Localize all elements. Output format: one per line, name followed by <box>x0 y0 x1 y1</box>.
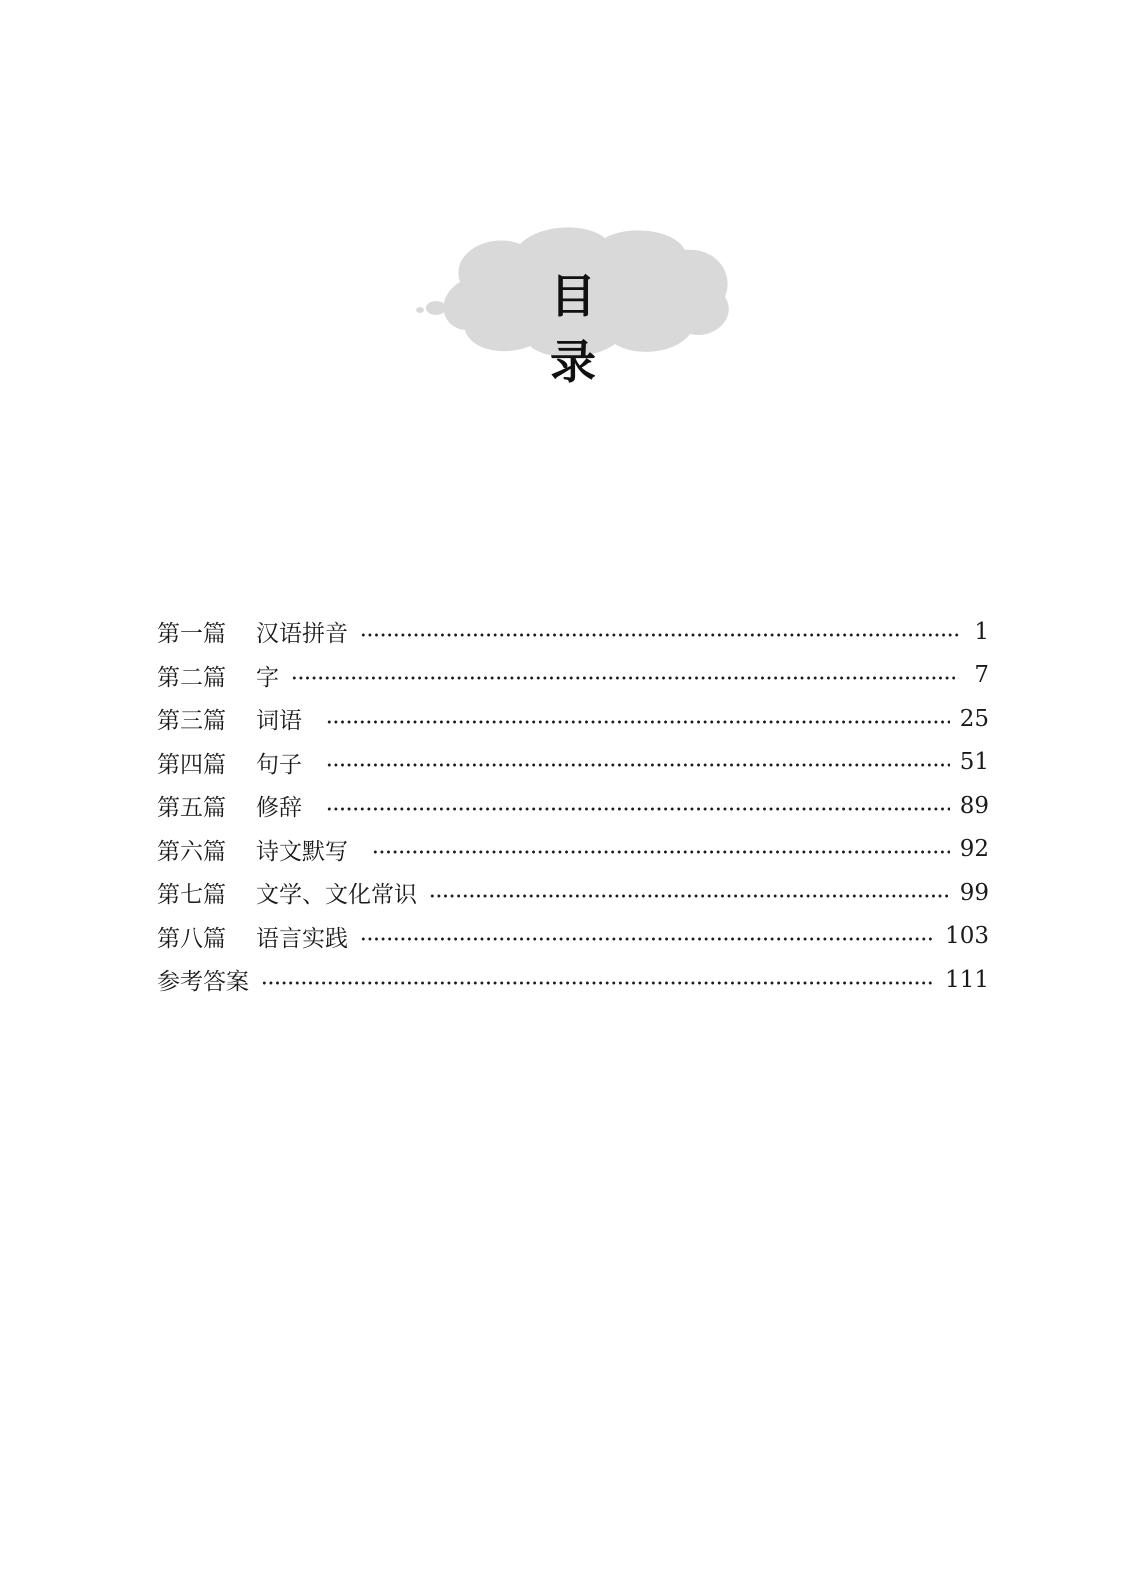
page-title: 目 录 <box>550 269 640 389</box>
toc-part: 第七篇 <box>157 882 226 909</box>
toc-part: 第五篇 <box>157 795 226 822</box>
toc-name: 句子 <box>256 751 302 778</box>
toc-page: 92 <box>959 836 989 863</box>
toc-page: 103 <box>945 923 989 950</box>
toc-name: 参考答案 <box>157 969 249 996</box>
toc-part: 第六篇 <box>157 838 226 865</box>
toc-page: 25 <box>959 705 989 732</box>
toc-page: 89 <box>959 792 989 819</box>
toc-entry[interactable] <box>157 654 989 698</box>
toc-entry[interactable] <box>157 697 989 741</box>
toc-name: 字 <box>256 664 279 691</box>
dot-leader <box>372 850 950 854</box>
toc-name: 诗文默写 <box>256 838 348 865</box>
dot-leader <box>326 720 950 724</box>
table-of-contents <box>157 610 989 1002</box>
dot-leader <box>291 676 959 680</box>
toc-part: 第四篇 <box>157 751 226 778</box>
toc-name: 语言实践 <box>256 925 348 952</box>
dot-leader <box>429 894 950 898</box>
toc-page: 1 <box>974 618 989 645</box>
toc-page: 7 <box>974 662 989 689</box>
dot-leader <box>360 633 959 637</box>
toc-part: 第二篇 <box>157 664 226 691</box>
toc-page: 99 <box>959 879 989 906</box>
title-cloud <box>410 222 740 389</box>
toc-name: 文学、文化常识 <box>256 882 417 909</box>
toc-entry[interactable] <box>157 915 989 959</box>
dot-leader <box>261 981 935 985</box>
toc-entry[interactable] <box>157 741 989 785</box>
toc-entry[interactable] <box>157 828 989 872</box>
toc-name: 修辞 <box>256 795 302 822</box>
toc-part: 第一篇 <box>157 621 226 648</box>
toc-page: 51 <box>959 749 989 776</box>
toc-name: 词语 <box>256 708 302 735</box>
toc-entry[interactable] <box>157 784 989 828</box>
toc-name: 汉语拼音 <box>256 621 348 648</box>
toc-part: 第三篇 <box>157 708 226 735</box>
toc-entry[interactable] <box>157 610 989 654</box>
toc-entry[interactable] <box>157 958 989 1002</box>
toc-page: 111 <box>945 966 989 993</box>
dot-leader <box>360 937 935 941</box>
toc-entry[interactable] <box>157 871 989 915</box>
dot-leader <box>326 763 950 767</box>
toc-part: 第八篇 <box>157 925 226 952</box>
dot-leader <box>326 807 950 811</box>
